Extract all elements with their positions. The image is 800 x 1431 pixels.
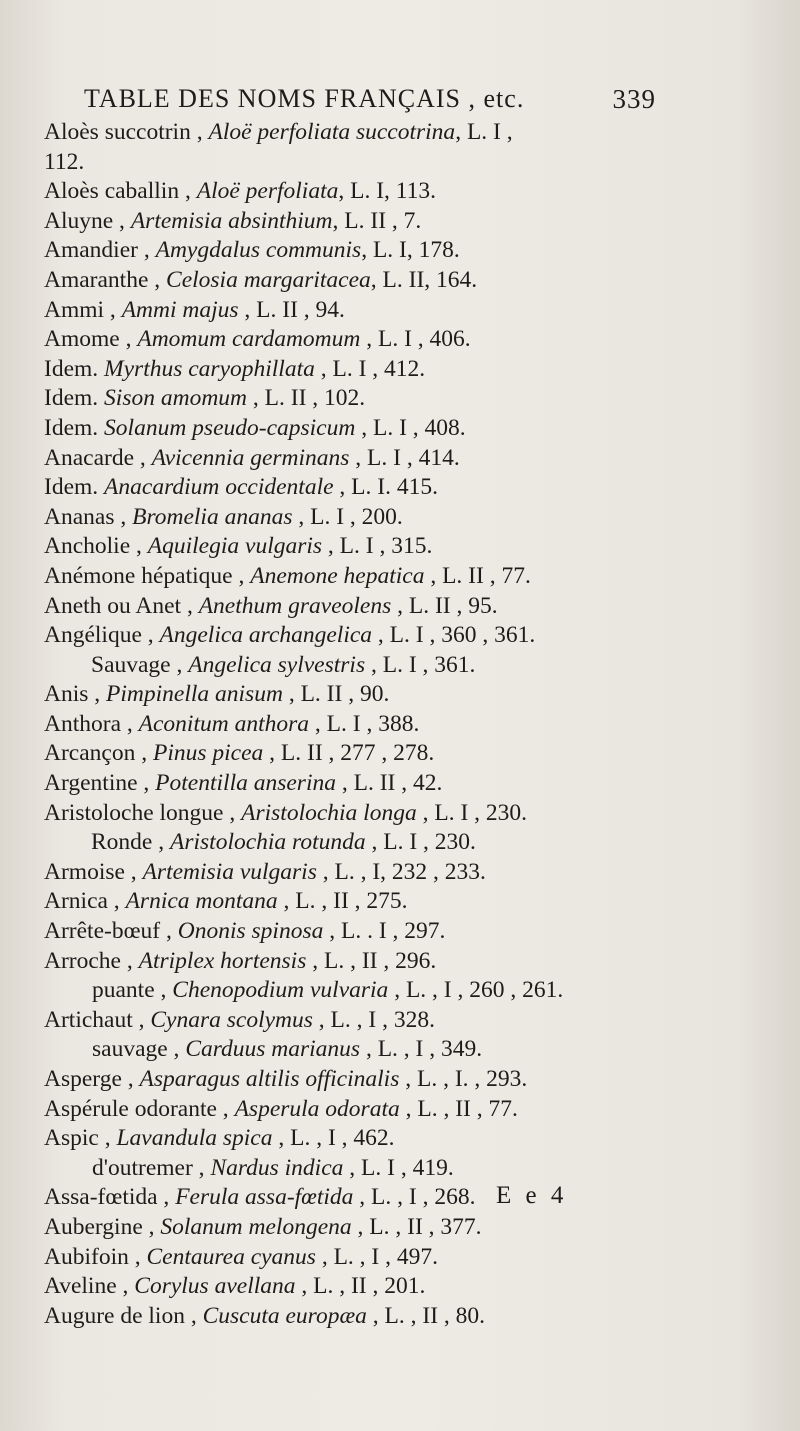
french-name: Idem. — [44, 355, 105, 382]
volume-page-reference: , L. II, 164. — [370, 266, 478, 293]
french-name: Argentine , — [44, 770, 156, 797]
volume-page-reference: , L. I , 230. — [416, 799, 528, 826]
latin-name: Pinus picea — [152, 740, 264, 767]
french-name: Anis , — [44, 681, 107, 708]
volume-page-reference: , L. I , 412. — [314, 355, 426, 382]
french-name: sauvage , — [92, 1036, 186, 1063]
french-name: Amaranthe , — [44, 266, 167, 293]
page-header — [84, 84, 664, 120]
latin-name: Artemisia absinthium — [130, 207, 333, 234]
index-entry — [44, 355, 664, 385]
latin-name: Cynara scolymus — [150, 1006, 313, 1033]
printer-signature: E e 4 — [496, 1182, 568, 1209]
french-name: Idem. — [44, 385, 105, 412]
volume-page-reference: , L. II , 42. — [335, 770, 443, 797]
index-entry — [44, 739, 664, 769]
french-name: Aneth ou Anet , — [44, 592, 199, 619]
index-entry — [44, 917, 664, 947]
index-entry — [44, 148, 664, 178]
volume-page-reference: , L. , I, 232 , 233. — [316, 858, 486, 885]
latin-name: Anacardium occidentale — [104, 474, 334, 501]
latin-name: Corylus avellana — [134, 1273, 296, 1300]
volume-page-reference: , L. I , 361. — [365, 651, 476, 678]
index-entry — [44, 177, 664, 207]
latin-name: Aconitum anthora — [138, 710, 310, 737]
french-name: Arnica , — [44, 888, 126, 915]
french-name: Asperge , — [44, 1066, 140, 1092]
latin-name: Solanum melongena — [160, 1213, 352, 1240]
index-entry — [44, 1006, 664, 1036]
index-entry — [44, 1065, 664, 1095]
french-name: Aloès succotrin , — [44, 119, 209, 145]
french-name: puante , — [92, 977, 173, 1004]
french-name: Armoise , — [44, 858, 143, 885]
french-name: Aveline , — [44, 1273, 135, 1300]
volume-page-reference: , L. , II , 377. — [351, 1213, 482, 1240]
latin-name: Celosia margaritacea — [166, 266, 371, 293]
french-name: Assa-fœtida , — [44, 1184, 176, 1211]
volume-page-reference: , L. , II , 296. — [306, 947, 437, 974]
index-entry — [44, 680, 664, 710]
latin-name: Arnica montana — [125, 888, 278, 915]
latin-name: Solanum pseudo-capsicum — [104, 414, 356, 441]
latin-name: Nardus indica — [210, 1154, 344, 1181]
volume-page-reference: , L. I , 360 , 361. — [372, 622, 536, 649]
index-entry — [44, 621, 664, 651]
latin-name: Aloë perfoliata — [196, 178, 339, 205]
index-entry — [44, 207, 664, 237]
index-entry — [44, 503, 664, 533]
french-name: Angélique , — [44, 622, 160, 649]
volume-page-reference: , L. II , 277 , 278. — [263, 740, 435, 767]
french-name: Idem. — [44, 414, 105, 441]
index-entry — [44, 1213, 664, 1243]
latin-name: Aloë perfoliata succotrina — [208, 119, 456, 145]
index-entry — [44, 976, 664, 1006]
index-entries — [44, 118, 664, 1331]
latin-name: Aristolochia longa — [241, 799, 417, 826]
french-name: Aubergine , — [44, 1213, 161, 1240]
index-entry — [44, 858, 664, 888]
french-name: Arrête-bœuf , — [44, 918, 178, 945]
french-name: Amome , — [44, 326, 138, 353]
latin-name: Chenopodium vulvaria — [172, 977, 389, 1004]
index-entry — [44, 1154, 664, 1184]
french-name: Anémone hépatique , — [44, 562, 251, 589]
index-entry — [44, 325, 664, 355]
french-name: d'outremer , — [92, 1154, 211, 1181]
index-entry — [44, 592, 664, 622]
index-entry — [44, 799, 664, 829]
french-name: Aspic , — [44, 1125, 117, 1152]
volume-page-reference: , L. I , 419. — [343, 1154, 454, 1181]
french-name: Sauvage , — [91, 651, 189, 678]
volume-page-reference: , L. I , 408. — [355, 414, 466, 441]
index-entry — [44, 532, 664, 562]
french-name: Ananas , — [44, 503, 133, 530]
latin-name: Anethum graveolens — [198, 592, 392, 619]
index-entry — [44, 562, 664, 592]
volume-page-reference: , L. I , 388. — [309, 710, 420, 737]
index-entry — [44, 1095, 664, 1125]
latin-name: Carduus marianus — [185, 1036, 361, 1063]
index-entry — [44, 296, 664, 326]
volume-page-reference: , L. II , 90. — [282, 681, 390, 708]
latin-name: Asperula odorata — [234, 1095, 400, 1122]
latin-name: Ammi majus — [121, 296, 239, 323]
french-name: Idem. — [44, 474, 105, 501]
volume-page-reference: , L. , I , 268. — [353, 1184, 476, 1211]
latin-name: Lavandula spica — [116, 1125, 273, 1152]
volume-page-reference: , L. II , 77. — [424, 562, 531, 589]
index-entry — [44, 710, 664, 740]
index-entry — [44, 118, 664, 148]
french-name: Augure de lion , — [44, 1302, 203, 1329]
latin-name: Angelica archangelica — [159, 622, 373, 649]
latin-name: Potentilla anserina — [155, 770, 336, 797]
index-entry — [44, 1183, 664, 1213]
index-entry — [44, 651, 664, 681]
index-entry — [44, 887, 664, 917]
volume-page-reference: , L. I , 315. — [322, 533, 433, 560]
running-title: TABLE DES NOMS FRANÇAIS , etc. — [84, 84, 525, 113]
latin-name: Ononis spinosa — [177, 918, 324, 945]
index-entry — [44, 1302, 664, 1332]
french-name: Aubifoin , — [44, 1243, 147, 1270]
index-entry — [44, 444, 664, 474]
volume-page-reference: , L. II , 95. — [391, 592, 498, 619]
index-entry — [44, 1124, 664, 1154]
index-entry — [44, 1272, 664, 1302]
volume-page-reference: , L. I , 230. — [365, 829, 476, 856]
french-name: Ancholie , — [44, 533, 148, 560]
volume-page-reference: , L. , I , 349. — [360, 1036, 483, 1063]
volume-page-reference: , L. I , 406. — [360, 326, 471, 353]
french-name: Aristoloche longue , — [44, 799, 242, 826]
page-number: 339 — [612, 84, 656, 114]
latin-name: Centaurea cyanus — [146, 1243, 316, 1270]
volume-page-reference: , L. , II , 201. — [295, 1273, 426, 1300]
latin-name: Avicennia germinans — [151, 444, 350, 471]
latin-name: Artemisia vulgaris — [142, 858, 317, 885]
volume-page-reference: , L. , II , 80. — [366, 1302, 486, 1329]
french-name: Aspérule odorante , — [44, 1095, 235, 1122]
index-entry — [44, 828, 664, 858]
latin-name: Bromelia ananas — [132, 503, 293, 530]
volume-page-reference: , L. I, 113. — [338, 178, 437, 205]
latin-name: Ferula assa-fœtida — [175, 1184, 354, 1211]
french-name: Ammi , — [44, 296, 122, 323]
volume-page-reference: , L. I. 415. — [333, 474, 438, 501]
french-name: Aluyne , — [44, 207, 131, 234]
volume-page-reference: , L. , I , 328. — [312, 1006, 435, 1033]
volume-page-reference: , L. I, 178. — [361, 237, 460, 264]
volume-page-reference: , L. , II , 275. — [277, 888, 408, 915]
latin-name: Atriplex hortensis — [138, 947, 307, 974]
index-entry — [44, 414, 664, 444]
volume-page-reference: , L. , I , 260 , 261. — [388, 977, 564, 1004]
volume-page-reference: , L. , II , 77. — [399, 1095, 518, 1122]
latin-name: Anemone hepatica — [250, 562, 425, 589]
latin-name: Myrthus caryophillata — [104, 355, 315, 382]
french-name: Ronde , — [91, 829, 170, 856]
volume-page-reference: , L. , I , 497. — [315, 1243, 439, 1270]
volume-page-reference: , L. II , 7. — [332, 207, 422, 234]
index-entry — [44, 384, 664, 414]
latin-name: Aquilegia vulgaris — [147, 533, 323, 560]
volume-page-reference: , L. , I , 462. — [272, 1125, 395, 1152]
french-name: Anacarde , — [44, 444, 152, 471]
french-name: Arroche , — [44, 947, 139, 974]
latin-name: Amomum cardamomum — [137, 326, 361, 353]
volume-page-reference: , L. I , — [455, 119, 513, 145]
latin-name: Aristolochia rotunda — [169, 829, 366, 856]
latin-name: Asparagus altilis officinalis — [139, 1066, 400, 1092]
latin-name: Pimpinella anisum — [106, 681, 283, 708]
volume-page-reference: , L. , I. , 293. — [399, 1066, 528, 1092]
french-name: Artichaut , — [44, 1006, 151, 1033]
french-name: Aloès caballin , — [44, 178, 197, 205]
volume-page-reference: , L. I , 414. — [349, 444, 460, 471]
index-entry — [44, 1035, 664, 1065]
volume-page-reference: , L. II , 102. — [247, 385, 366, 412]
index-entry — [44, 236, 664, 266]
index-entry — [44, 1243, 664, 1273]
french-name: 112. — [44, 148, 85, 175]
volume-page-reference: , L. . I , 297. — [323, 918, 446, 945]
french-name: Amandier , — [44, 237, 156, 264]
latin-name: Cuscuta europæa — [202, 1302, 367, 1329]
latin-name: Sison amomum — [104, 385, 248, 412]
latin-name: Amygdalus communis — [155, 237, 362, 264]
latin-name: Angelica sylvestris — [188, 651, 366, 678]
index-entry — [44, 769, 664, 799]
french-name: Anthora , — [44, 710, 139, 737]
index-entry — [44, 947, 664, 977]
index-entry — [44, 473, 664, 503]
index-entry — [44, 266, 664, 296]
volume-page-reference: , L. I , 200. — [292, 503, 403, 530]
volume-page-reference: , L. II , 94. — [238, 296, 345, 323]
french-name: Arcançon , — [44, 740, 153, 767]
